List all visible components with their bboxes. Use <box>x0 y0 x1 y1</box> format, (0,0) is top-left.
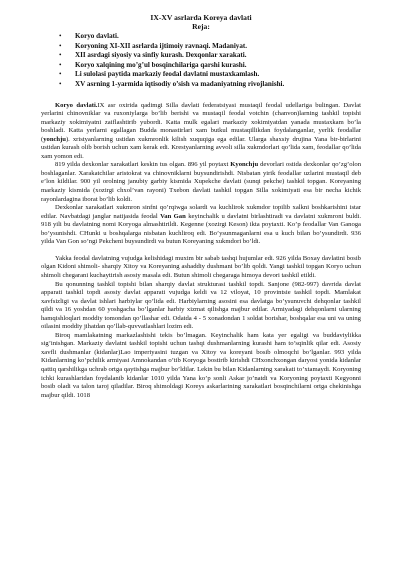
document-title: IX-XV asrlarda Koreya davlati <box>150 13 252 22</box>
bullet-icon: • <box>59 41 62 50</box>
plan-item: • Koryoning XI-XII asrlarda ijtimoiy ravnaqi. Madaniyat. <box>59 41 248 50</box>
paragraph: Dexkonlar xarakatlari xukmron sinfni qo’rqiwga solardi va kuchlirok xukmdor topilib xalkni boshkarishini istar edilar. Navbatdagi janglar natijasida feodal Van Gan keyinchalik u davlatni birlashtiradi va davlatni xukmroni buldi. 918 yili bu davlatning nomi Koryoga almashtirildi. Kegenne (xozirgi Keson) ikta poytaxti. Ko’p feodallar Van Ganoga bo’ysunishdi. CHunki u boshqalarga nisbatan kuchliroq edi. Bo’ysunmaganlarni esa u kuch bilan bo’ysundirdi. 936 yilda Van Gon so’ngi Pekcheni buysundirdi va butun Koreyaning xukmdori bo’ldi. <box>41 204 361 246</box>
paragraph: Koryo davlati.IX asr oxirida qadimgi Silla davlati federatsiyasi mustaqil feodal udellariga bulingan. Davlat yerlarini chinovniklar va ruxoniylarga bo’lib berishi va mustaqil feodal votchin (chanvon)larning tashkil topishi markaziy xokimiyatni zaiflashtirib yubordi. Katta mulk egalari markaziy xokimiyatdan yanada mustaxkam bo’la boshladi. Katta yerlarni egallagan Budda monastirlari xam butkul mustaqillikdan foydalanganlar, yerlik feodallar (yonchju). xristyanlarning ustidan xukmronlik kilish xuquqiga ega edilar. Ularga shaxsiy drujina Yana bir-birlarini ustidan kurash olib borish uchun xam kerak edi. Krestyanlarning avvoli silla xukmdorlari qo’lida xam, feodallar qo’lida xam yomon edi. <box>41 101 361 160</box>
plan-item: • Koryo davlati. <box>59 32 119 40</box>
bullet-icon: • <box>59 70 62 79</box>
plan-item: • Li sulolasi paytida markaziy feodal davlatni mustaxkamlash. <box>59 70 260 79</box>
paragraph-lead: Koryo davlati. <box>55 101 98 109</box>
bullet-icon: • <box>59 51 62 60</box>
bullet-icon: • <box>59 60 62 69</box>
plan-label: Reja: <box>192 22 210 31</box>
paragraph: Bu qonunning tashkil topishi bilan sharqiy davlat strukturasi tashkil topdi. Sanjone (982-997) davrida davlat apparati tashkil topdi asosiy davlat apparati vujudga keldi va 12 viloyat, 10 provintsie tashkil topdi. Mamlakat xavfsizligi va davlat ishlari harbiylar qo’lida edi. Harbiylarning asosini esa davlatga bo’ysunuvchi dehqonlar tashkil qildi va 16 yoshdan 60 yoshgacha bo’lganlar harbiy xizmat qilishga majbur edilar. Armiyadagi dehqonlarni ularning hamqishloqlari moddiy tomondan qo’llashar edi. Odatda 4 - 5 xonadondan 1 soldat borishar, boshqalar esa uni va uning oilasini moddiy jihatdan qo’llab-quvvatlashlari lozim edi. <box>41 280 361 331</box>
plan-item: • XV asrning 1-yarmida iqtisodiy o’sish va madaniyatning rivojlanishi. <box>59 79 285 88</box>
document-body <box>41 102 361 401</box>
paragraph: Yakka feodal davlatning vujudga kelishidagi muxim bir sabab tashqi hujumlar edi. 926 yilda Boxay davlatini bosib olgan Kidoni shimoli- sharqiy Xitoy va Koreyaning ashaddiy dushmani bo’lib qoldi. Yangi tashkil topgan Koryo uchun shimoli chegarani kuchaytirish asosiy masala edi. Butun shimoli chegaraga himoya devori tashkil etildi. <box>41 254 361 279</box>
plan-list <box>41 32 361 90</box>
bullet-icon: • <box>59 32 62 40</box>
bullet-icon: • <box>59 79 62 88</box>
plan-item: • XII asrdagi siyosiy va sinfiy kurash. Dexqonlar xarakati. <box>59 51 247 60</box>
plan-item: • Koryo xalqining mo’g’ul bosqinchilariga qarshi kurashi. <box>59 60 247 69</box>
paragraph: 819 yilda dexkonlar xarakatlari keskin tus olgan. 896 yil poytaxt Kyonchju devorlari ostida dexkonlar qo’zg’olon boshlaganlar. Xarakatchilar aristokrat va chinovniklarni buysundirishdi. Nisbatan yirik feodallar uzlarini mustaqil deb e’lon kildilar. 900 yil orolning janubiy garbiy kismida Xupekche davlati (sunqi pekche) tashkil topgan. Koreyaning markaziy kismida (xozirgi chxol’van rayoni) Txebon davlati tashkil topgan Silla xokimiyati esa bir necha kichik rayonlardagina iborat bo’lib koldi. <box>41 161 362 203</box>
paragraph: Biroq mamlakatning markazlashishi tekis bo’lmagan. Keyinchalik ham kata yer egaligi va buddaviylikka sig’inishgan. Markaziy davlatni tashkil topishi uchun tashqi dushmanlarning kurashi ham to’sqinlik qilar edi. Asosiy xavfli dushmanlar (kidanlar)Lao imperiyasini tuzgan va Xitoy va koreyani bosib olmoqchi bo’lganlar. 993 yilda Kidanlarning ko’pchilik armiyasi Amnokandan o’tib Koryoga bostirib kirishdi CHxonchxongan daryosi yonida kidanlar qattiq qarshilikga uchrab ortga qaytishga majbur bo’ldilar. Lekin bu bilan Kidanlarning xarakati to’xtamaydi. Koryoning ichki kurashlaridan foydalanib kidanlar 1010 yilda Yana ko’p sonli Askar jo’natdi va Koryoning poytaxti Kegyonni bosib oladi va talon taroj qiladilar. Biroq shimoldagi Koreys askarlarining xarakatlari bosqinchilarni ortga chekinishga majbur qildi. 1018 <box>41 331 361 399</box>
